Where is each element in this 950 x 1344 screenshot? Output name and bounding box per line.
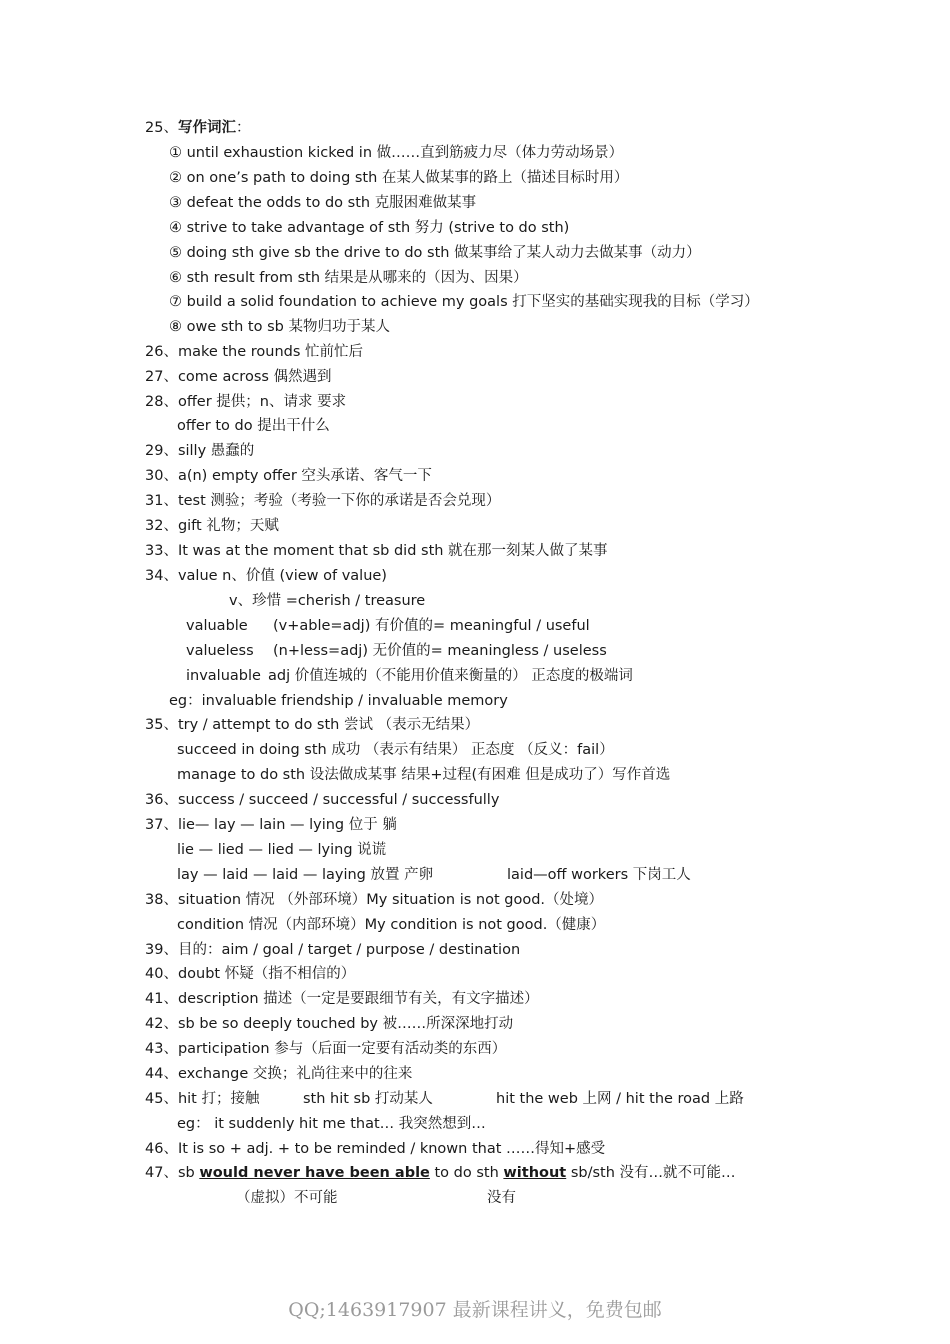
entry-34-invaluable: invaluable — [186, 668, 261, 684]
entry-34-valuable: valuable — [186, 618, 248, 634]
vocab-item-3: ③ defeat the odds to do sth 克服困难做某事 — [169, 195, 477, 211]
entry-34-valueless: valueless — [186, 643, 254, 659]
entry-47-underlined-without: without — [503, 1165, 567, 1181]
entry-34-verb: v、珍惜 =cherish / treasure — [229, 593, 426, 609]
entry-41: 41、description 描述（一定是要跟细节有关，有文字描述） — [145, 991, 539, 1007]
vocab-item-6: ⑥ sth result from sth 结果是从哪来的（因为、因果） — [169, 270, 528, 286]
entry-35: 35、try / attempt to do sth 尝试 （表示无结果） — [145, 717, 480, 733]
entry-34: 34、value n、价值 (view of value) — [145, 568, 387, 584]
entry-27: 27、come across 偶然遇到 — [145, 369, 332, 385]
entry-34-example: eg：invaluable friendship / invaluable memory — [169, 693, 508, 709]
vocab-item-5: ⑤ doing sth give sb the drive to do sth 做某事给了某人动力去做某事（动力） — [169, 245, 701, 261]
entry-32: 32、gift 礼物；天赋 — [145, 518, 279, 534]
entry-31: 31、test 测验；考验（考验一下你的承诺是否会兑现） — [145, 493, 501, 509]
entry-46: 46、It is so + adj. + to be reminded / known that ……得知+感受 — [145, 1141, 606, 1157]
entry-45: 45、hit 打；接触 — [145, 1091, 260, 1107]
entry-40: 40、doubt 怀疑（指不相信的） — [145, 966, 356, 982]
watermark-footer: QQ;1463917907 最新课程讲义，免费包邮 — [288, 1299, 662, 1321]
entry-29: 29、silly 愚蠢的 — [145, 443, 255, 459]
item-number: 25、 — [145, 120, 178, 136]
section-title: 写作词汇 — [177, 120, 236, 136]
vocab-item-2: ② on one’s path to doing sth 在某人做某事的路上（描述目标时用） — [169, 170, 629, 186]
entry-47 — [145, 1164, 736, 1182]
entry-42: 42、sb be so deeply touched by 被……所深深地打动 — [145, 1016, 514, 1032]
entry-34-valuable-def: (v+able=adj) 有价值的= meaningful / useful — [273, 618, 590, 634]
entry-30: 30、a(n) empty offer 空头承诺、客气一下 — [145, 468, 432, 484]
vocab-item-7: ⑦ build a solid foundation to achieve my goals 打下坚实的基础实现我的目标（学习） — [169, 294, 759, 310]
entry-34-valueless-def: (n+less=adj) 无价值的= meaningless / useless — [273, 643, 607, 659]
entry-36: 36、success / succeed / successful / successfully — [145, 792, 500, 808]
entry-28: 28、offer 提供；n、请求 要求 — [145, 394, 347, 410]
entry-34-invaluable-def: adj 价值连城的（不能用价值来衡量的） 正态度的极端词 — [268, 668, 633, 684]
entry-39: 39、目的：aim / goal / target / purpose / destination — [145, 942, 521, 958]
entry-28-sub: offer to do 提出干什么 — [177, 418, 330, 434]
vocab-item-4: ④ strive to take advantage of sth 努力 (strive to do sth) — [169, 220, 570, 236]
entry-37-lie: lie — lied — lied — lying 说谎 — [177, 842, 387, 858]
entry-44: 44、exchange 交换；礼尚往来中的往来 — [145, 1066, 413, 1082]
entry-45-web: hit the web 上网 / hit the road 上路 — [496, 1091, 744, 1107]
entry-47-note-subjunctive: （虚拟）不可能 — [236, 1190, 338, 1206]
vocab-item-8: ⑧ owe sth to sb 某物归功于某人 — [169, 319, 390, 335]
entry-47-end: sb/sth 没有…就不可能… — [566, 1165, 736, 1181]
entry-33: 33、It was at the moment that sb did sth 就在那一刻某人做了某事 — [145, 543, 608, 559]
entry-26: 26、make the rounds 忙前忙后 — [145, 344, 364, 360]
entry-45-touch: sth hit sb 打动某人 — [303, 1091, 433, 1107]
entry-38-condition: condition 情况（内部环境）My condition is not good.（健康） — [177, 917, 606, 933]
section-25-heading — [145, 119, 250, 137]
entry-37-lay: lay — laid — laid — laying 放置 产卵 — [177, 867, 434, 883]
entry-47-middle: to do sth — [429, 1165, 504, 1181]
entry-35-succeed: succeed in doing sth 成功 （表示有结果） 正态度 （反义：fail） — [177, 742, 614, 758]
colon: ： — [235, 120, 251, 136]
entry-47-underlined-phrase: would never have been able — [199, 1165, 430, 1181]
entry-38: 38、situation 情况 （外部环境）My situation is not good.（处境） — [145, 892, 604, 908]
entry-43: 43、participation 参与（后面一定要有活动类的东西） — [145, 1041, 507, 1057]
entry-37: 37、lie— lay — lain — lying 位于 躺 — [145, 817, 397, 833]
entry-47-note-without: 没有 — [487, 1190, 516, 1206]
entry-35-manage: manage to do sth 设法做成某事 结果+过程(有困难 但是成功了）写作首选 — [177, 767, 671, 783]
entry-37-laid-off: laid—off workers 下岗工人 — [507, 867, 691, 883]
entry-45-example: eg： it suddenly hit me that… 我突然想到… — [177, 1116, 486, 1132]
entry-47-start: 47、sb — [145, 1165, 200, 1181]
vocab-item-1: ① until exhaustion kicked in 做……直到筋疲力尽（体力劳动场景） — [169, 145, 624, 161]
